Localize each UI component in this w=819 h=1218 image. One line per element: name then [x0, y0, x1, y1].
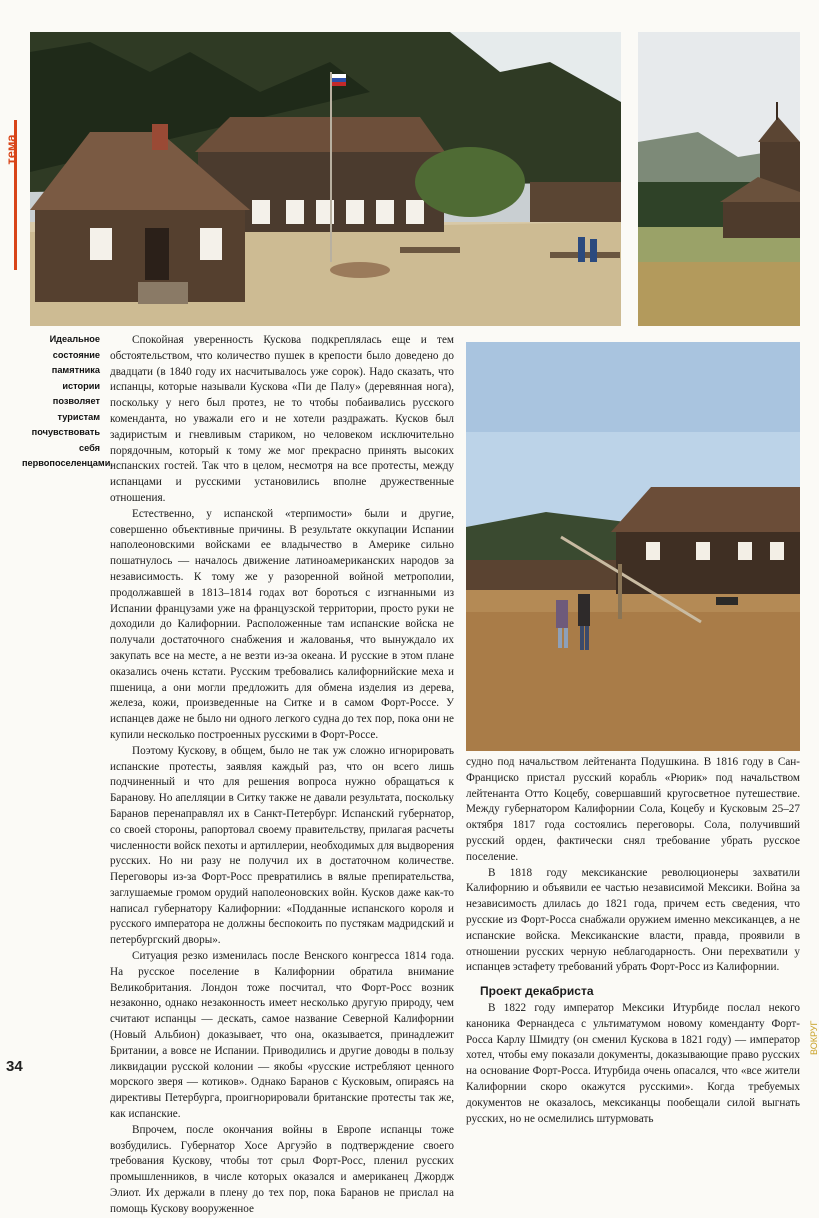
paragraph: Ситуация резко изменилась после Венского конгресса 1814 года. На русское поселение в Калифорнии обратила внимание Великобритания. Лондон тоже посчитал, что Форт-Росс возник незаконно, однако незаконность имеет несколько другую природу, чем считают испанцы — дескать, самое название Северной Калифорнии (Новый Альбион) доказывает, что она, оказывается, принадлежит Британии, а вовсе не Испании. Приводились и другие доводы в пользу ликвидации русской колонии — якобы «русские истребляют ценного морского зверя — котиков». Однако Баранов с Кусковым, опираясь на директивы Петербурга, проигнорировали британские протесты так же, как испанские.: [110, 950, 454, 1121]
paragraph: Впрочем, после окончания войны в Европе испанцы тоже возбудились. Губернатор Хосе Аргуэйо в подтверждение своего требования Кускову, чтобы тот срыл Форт-Росс, пленил русских промышленников, в числе которых оказался и американец Джордж Элиот. Их держали в плену до тех пор, пока Баранов не прислал на помощь Кускову вооруженное: [110, 1123, 454, 1215]
section-tab: [0, 120, 18, 270]
photo-caption: Идеальное состояние памятника истории позволяет туристам почувствовать себя первопоселенцами.: [22, 334, 113, 468]
fort-ross-main-photo: [30, 32, 621, 326]
edge-logo: ВОКРУГ: [809, 1020, 819, 1055]
fort-ross-chapel-photo: [638, 32, 800, 326]
paragraph: судно под начальством лейтенанта Подушкина. В 1816 году в Сан-Франциско пристал русский корабль «Рюрик» под начальством лейтенанта Отто Коцебу, совершавший кругосветное путешествие. Между губернатором Калифорнии Сола, Коцебу и Кусковым 25–27 октября 1817 года состоялись переговоры. Сола, получивший русский орден, фактически снял требование убрать русское поселение.: [466, 756, 800, 863]
article-column-left: [110, 333, 454, 1218]
paragraph: Естественно, у испанской «терпимости» были и другие, совершенно объективные причины. В результате оккупации Испании наполеоновскими войсками ее владычество в Америке сильно пошатнулось — началось движение латиноамериканских народов за независимость. К тому же у разоренной войной метрополии, продолжавшей в 1813–1814 годах вот бороться с изгнанными из Испании французами уже на французской территории, просто руки не доходили до Калифорнии. Расположенные там испанские войска не получали достаточного снабжения и жалованья, что вынуждало их закупать все на месте, а не везти из-за океана. И русские в этом плане оказались очень кстати. Русским требовались калифорнийские меха и пшеница, а они могли предложить для обмена изделия из дерева, железа, кожи, произведенные на Ситке и в самом Форт-Россе. У испанцев даже не было ни одного легкого судна до тех пор, пока они не купили несколько построенных русскими в Форт-Россе.: [110, 507, 454, 741]
section-tab-label: тема: [3, 134, 19, 165]
paragraph: Поэтому Кускову, в общем, было не так уж сложно игнорировать испанские протесты, заявляя каждый раз, что он всего лишь подчиненный и что для решения вопроса нужно обращаться к Баранову. Но апелляции в Ситку также не давали результата, поскольку Баранов перенаправлял их в Санкт-Петербург. Испанский губернатор, со своей стороны, рапортовал своему правительству, прилагая расчеты численности войск пехоты и артиллерии, необходимых для выдворения русских. Но ни разу не получил их в достаточном количестве. Переговоры из-за Форт-Росс превратились в вялые препирательства, заглушаемые громом орудий наполеоновских войн. Кусков даже как-то написал губернатору Калифорнии: «Подданные испанского короля и русского императора не должны беспокоить по пустякам мадридский и петербургский дворы».: [110, 744, 454, 947]
section-subheading: Проект декабриста: [480, 984, 594, 999]
paragraph: Спокойная уверенность Кускова подкреплялась еще и тем обстоятельством, что количество пушек в крепости было доведено до двадцати (в 1840 году их насчитывалось уже сорок). Надо сказать, что испанцы, которые называли Кускова «Пи де Палу» (деревянная нога), поскольку у него был протез, не то чтобы побаивались русского коменданта, но уважали его и не хотели раздражать. Кусков был задиристым и гневливым стариком, но человеком исключительно порядочным, который к тому же мог прекрасно принять высоких испанских гостей. Так что в целом, несмотря на все протесты, между испанцами и русскими установились вполне дружественные отношения.: [110, 334, 454, 504]
paragraph: В 1818 году мексиканские революционеры захватили Калифорнию и объявили ее частью независимой Мексики. Война за независимость длилась до 1821 года, причем есть сведения, что русские из Форт-Росса снабжали оружием именно мексиканцев, а не испанские войска. Мексиканские власти, правда, проявили в отношении русских черную неблагодарность. Они перехватили у испанцев эстафету требований убрать Форт-Росс из Калифорнии.: [466, 866, 800, 974]
fort-ross-visitors-photo: [466, 342, 800, 751]
page-number: 34: [6, 1058, 23, 1075]
paragraph: В 1822 году император Мексики Итурбиде послал некого каноника Фернандеса с ультиматумом новому коменданту Форт-Росса Карлу Шмидту (он сменил Кускова в 1821 году) — император хотел, чтобы ему показали документы, доказывающие право русских на основание Форт-Росса. Итурбида очень опасался, что «все жители Калифорнии скоро окажутся русскими». Когда требуемых документов не оказалось, мексиканцы пообещали силой выгнать русских, но не осмелились штурмовать: [466, 1001, 800, 1125]
article-column-right: [466, 755, 800, 1125]
